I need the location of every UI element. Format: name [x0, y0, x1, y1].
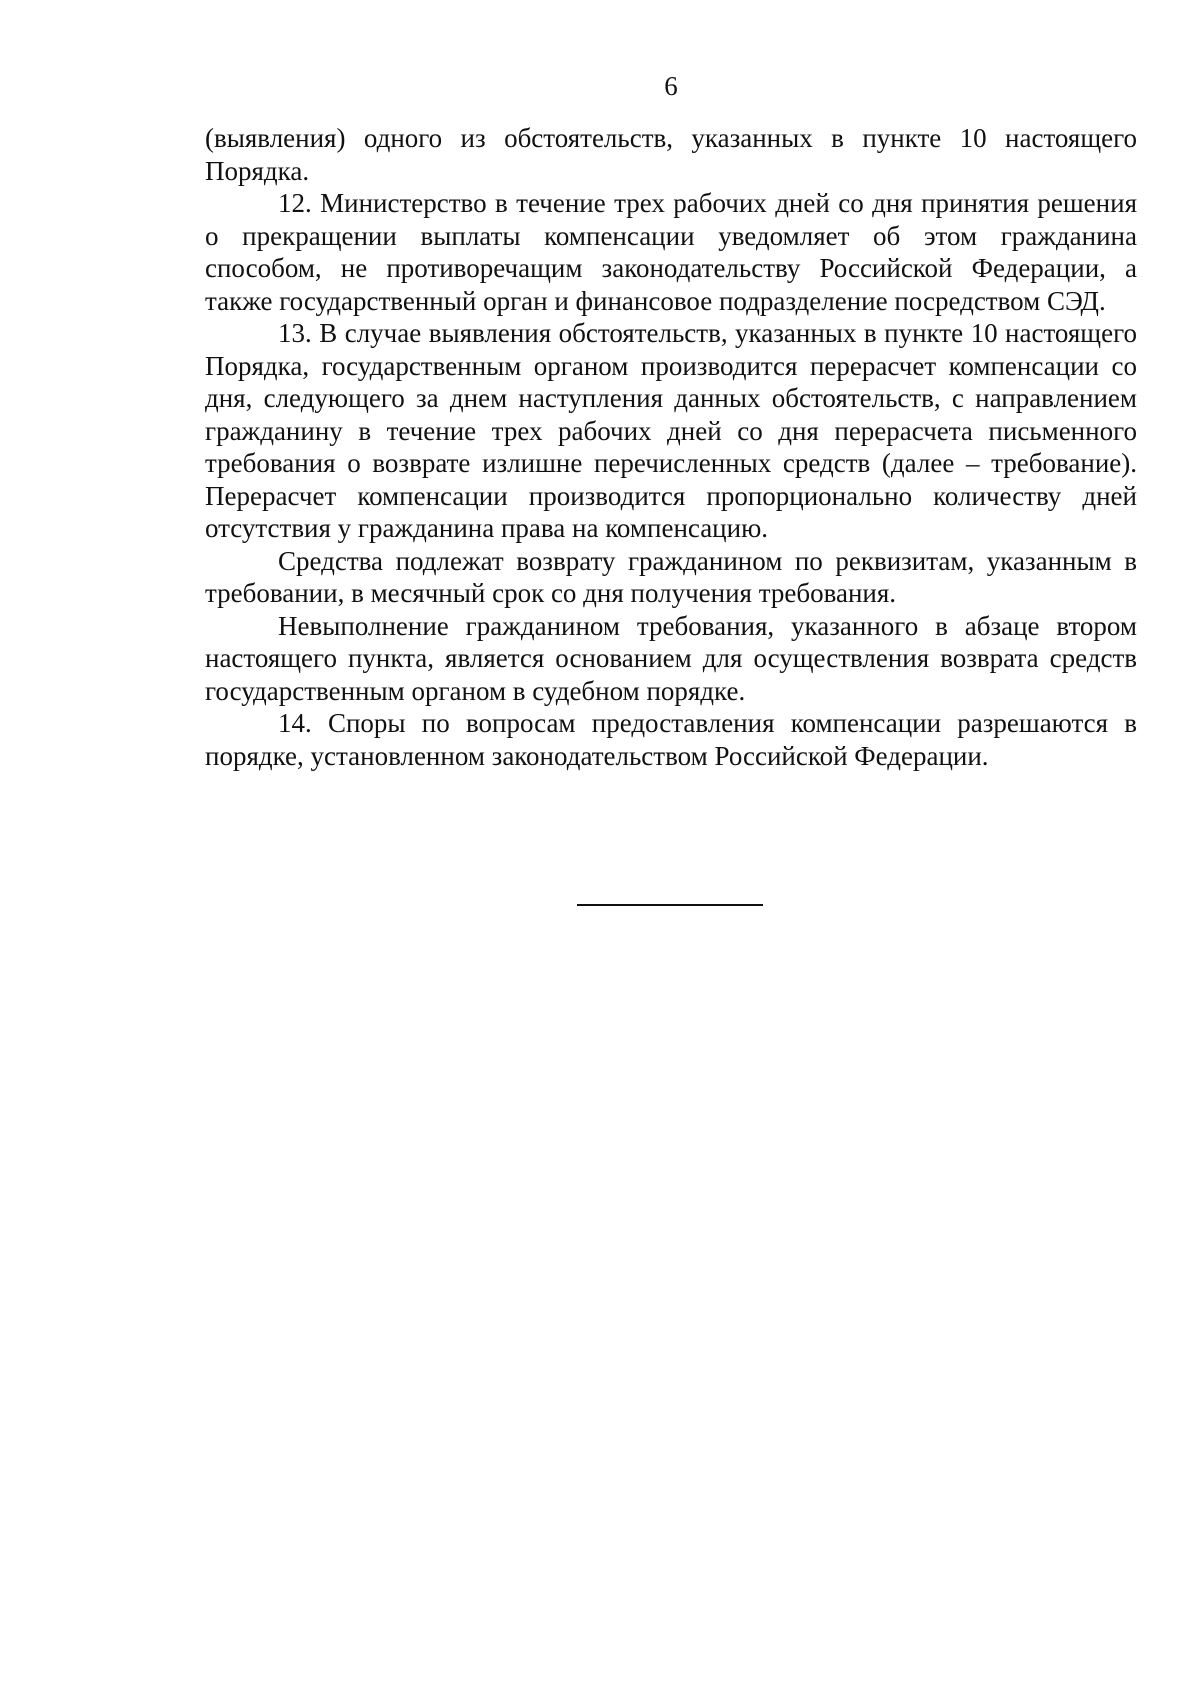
document-body [205, 122, 1137, 772]
paragraph-item-13-judicial-return: Невыполнение гражданином требования, указанного в абзаце втором настоящего пункта, является основанием для осуществления возврата средств государственным органом в судебном порядке. [205, 610, 1137, 706]
paragraph-item-14: 14. Споры по вопросам предоставления компенсации разрешаются в порядке, установленном законодательством Российской Федерации. [205, 708, 1137, 771]
end-of-document-rule [577, 904, 763, 906]
paragraph-item-13: 13. В случае выявления обстоятельств, указанных в пункте 10 настоящего Порядка, государственным органом производится перерасчет компенсации со дня, следующего за днем наступления данных обстоятельств, с направлением гражданину в течение трех рабочих дней со дня перерасчета письменного требования о возврате излишне перечисленных средств (далее – требование). Перерасчет компенсации производится пропорционально количеству дней отсутствия у гражданина права на компенсацию. [205, 318, 1137, 543]
page-number: 6 [664, 71, 678, 101]
paragraph-item-12: 12. Министерство в течение трех рабочих дней со дня принятия решения о прекращении выплаты компенсации уведомляет об этом гражданина способом, не противоречащим законодательству Российской Федерации, а также государственный орган и финансовое подразделение посредством СЭД. [205, 188, 1137, 316]
paragraph-item-13-return-funds: Средства подлежат возврату гражданином по реквизитам, указанным в требовании, в месячный срок со дня получения требования. [205, 545, 1137, 608]
paragraph-continuation: (выявления) одного из обстоятельств, указанных в пункте 10 настоящего Порядка. [205, 123, 1137, 186]
